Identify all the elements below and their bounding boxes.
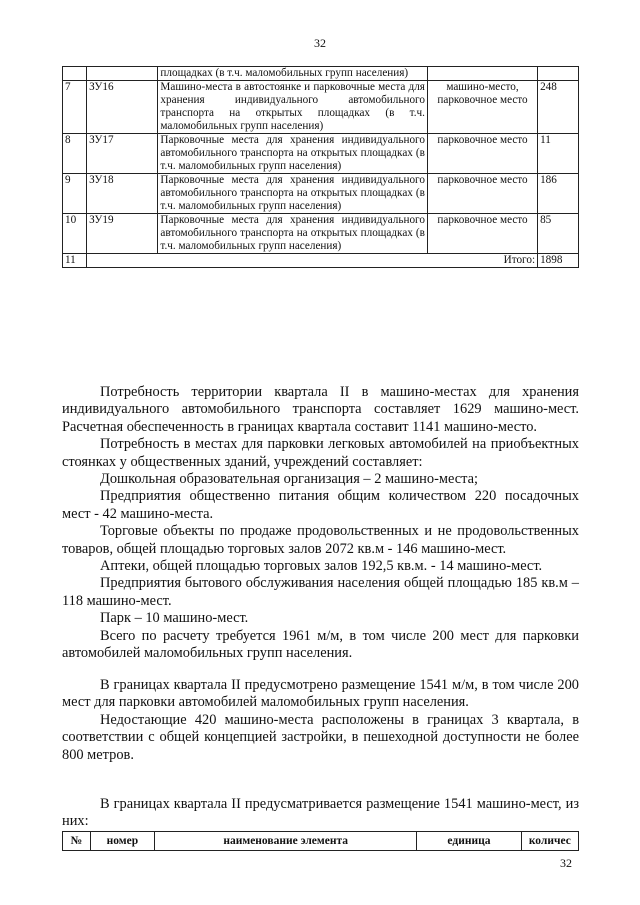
paragraph: В границах квартала II предусматривается размещение 1541 машино-мест, из них: — [62, 796, 579, 830]
paragraph: Недостающие 420 машино-места расположены в границах 3 квартала, в соответствии с общей концепцией застройки, в пешеходной доступности не более 800 метров. — [62, 711, 579, 763]
row-quantity: 248 — [538, 81, 579, 134]
table-total-row — [63, 254, 579, 268]
row-name: площадках (в т.ч. маломобильных групп населения) — [158, 67, 428, 81]
row-quantity: 85 — [538, 214, 579, 254]
header-number: № — [63, 832, 91, 851]
row-unit: парковочное место — [427, 134, 537, 174]
row-code — [87, 67, 158, 81]
table-row — [63, 214, 579, 254]
row-number: 9 — [63, 174, 87, 214]
paragraph: Предприятия общественно питания общим количеством 220 посадочных мест - 42 машино-места. — [62, 488, 579, 522]
row-code: ЗУ17 — [87, 134, 158, 174]
row-code: ЗУ16 — [87, 81, 158, 134]
page-number-top: 32 — [314, 36, 326, 50]
row-quantity — [538, 67, 579, 81]
table-row — [63, 174, 579, 214]
total-quantity: 1898 — [538, 254, 579, 268]
paragraph: Всего по расчету требуется 1961 м/м, в том числе 200 мест для парковки автомобилей маломобильных групп населения. — [62, 627, 579, 662]
parking-breakdown-intro — [62, 796, 579, 831]
row-code: ЗУ18 — [87, 174, 158, 214]
row-unit: парковочное место — [427, 214, 537, 254]
header-element-name: наименование элемента — [155, 832, 417, 851]
page-number-bottom: 32 — [560, 856, 572, 870]
table-header-row — [63, 832, 579, 851]
header-code: номер — [90, 832, 155, 851]
table-row — [63, 134, 579, 174]
row-name: Парковочные места для хранения индивидуального автомобильного транспорта на открытых площадках (в т.ч. маломобильных групп населения) — [158, 174, 428, 214]
row-number — [63, 67, 87, 81]
parking-demand-section — [62, 384, 579, 663]
paragraph: Парк – 10 машино-мест. — [100, 610, 249, 627]
paragraph: Потребность территории квартала II в машино-местах для хранения индивидуального автомобильного транспорта составляет 1629 машино-мест. Расчетная обеспеченность в границах квартала составит 1141 машино-место. — [62, 384, 579, 435]
row-number: 8 — [63, 134, 87, 174]
row-unit: парковочное место — [427, 174, 537, 214]
table-row — [63, 81, 579, 134]
row-name: Парковочные места для хранения индивидуального автомобильного транспорта на открытых площадках (в т.ч. маломобильных групп населения) — [158, 134, 428, 174]
table-row — [63, 67, 579, 81]
paragraph: Предприятия бытового обслуживания населения общей площадью 185 кв.м – 118 машино-мест. — [62, 575, 579, 609]
header-unit: единица — [417, 832, 521, 851]
row-number: 10 — [63, 214, 87, 254]
row-quantity: 186 — [538, 174, 579, 214]
paragraph: Потребность в местах для парковки легковых автомобилей на приобъектных стоянках у общественных зданий, учреждений составляет: — [62, 436, 579, 470]
paragraph: В границах квартала II предусмотрено размещение 1541 м/м, в том числе 200 мест для парковки автомобилей маломобильных групп населения. — [62, 677, 579, 711]
breakdown-table-header — [62, 831, 579, 851]
total-row-number: 11 — [63, 254, 87, 268]
parking-provision-section — [62, 677, 579, 764]
row-name: Парковочные места для хранения индивидуального автомобильного транспорта на открытых площадках (в т.ч. маломобильных групп населения) — [158, 214, 428, 254]
row-code: ЗУ19 — [87, 214, 158, 254]
paragraph: Дошкольная образовательная организация – 2 машино-места; — [100, 471, 478, 488]
parking-table — [62, 66, 579, 268]
row-number: 7 — [63, 81, 87, 134]
row-unit — [427, 67, 537, 81]
paragraph: Торговые объекты по продаже продовольственных и не продовольственных товаров, общей площадью торговых залов 2072 кв.м - 146 машино-мест. — [62, 523, 579, 557]
total-label: Итого: — [87, 254, 538, 268]
header-quantity: количес — [521, 832, 578, 851]
row-quantity: 11 — [538, 134, 579, 174]
row-unit: машино-место, парковочное место — [427, 81, 537, 134]
row-name: Машино-места в автостоянке и парковочные места для хранения индивидуального автомобильного транспорта на открытых площадках (в т.ч. маломобильных групп населения) — [158, 81, 428, 134]
paragraph: Аптеки, общей площадью торговых залов 192,5 кв.м. - 14 машино-мест. — [100, 558, 543, 575]
